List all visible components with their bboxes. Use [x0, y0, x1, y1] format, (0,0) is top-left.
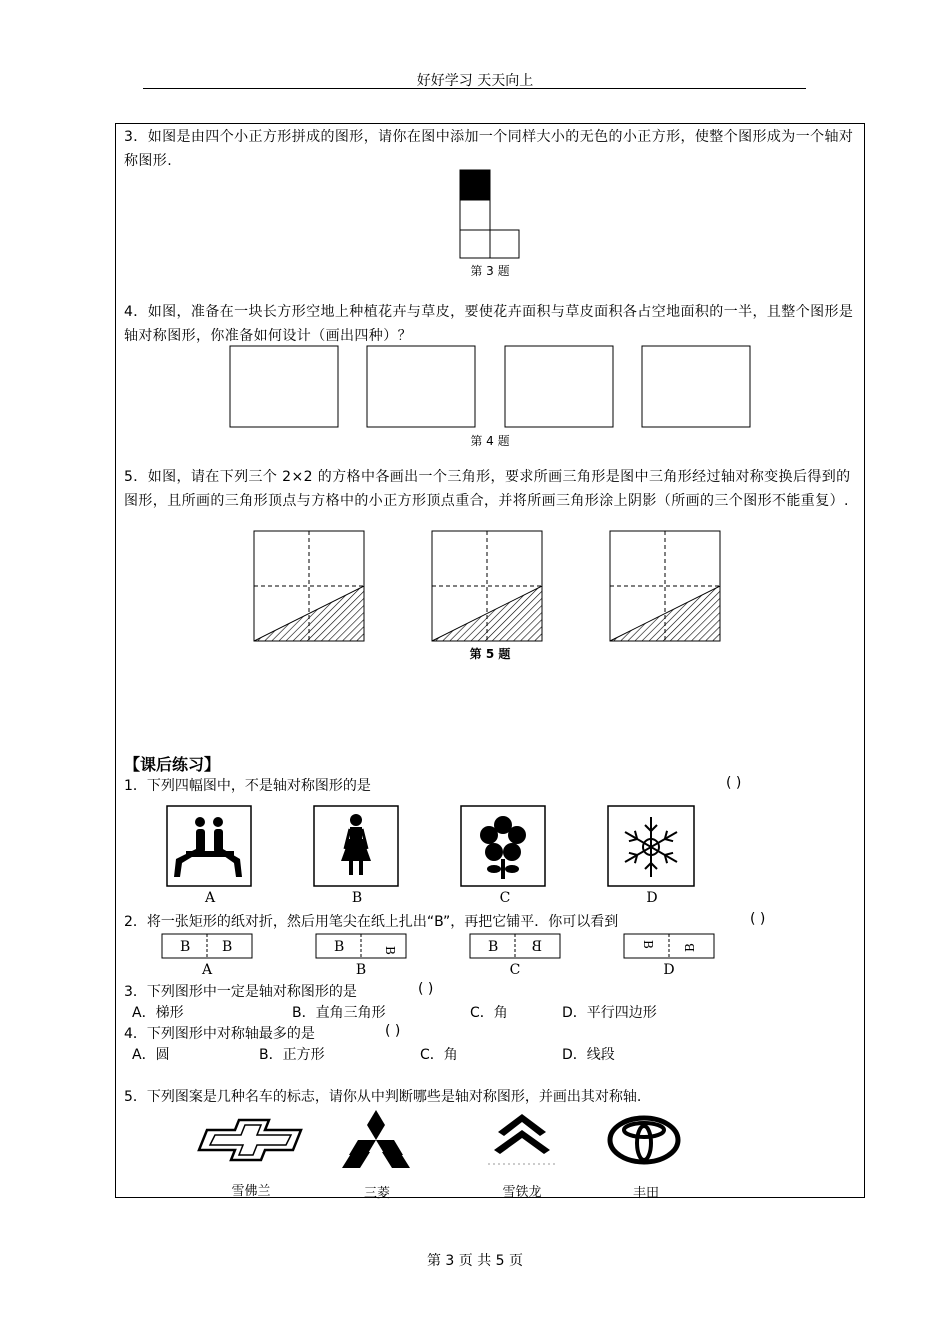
- p4-option-a: A．圆: [132, 1047, 170, 1063]
- p4-text: 4．下列图形中对称轴最多的是: [124, 1026, 315, 1042]
- p1-text: 1．下列四幅图中，不是轴对称图形的是: [124, 778, 371, 794]
- p4-option-d: D．线段: [562, 1047, 615, 1063]
- q5-grids: [250, 528, 730, 644]
- logo-label-chevrolet: 雪佛兰: [231, 1184, 271, 1199]
- p2-figures: [160, 932, 720, 962]
- p2-c-right: B: [531, 939, 542, 955]
- p5-text: 5．下列图案是几种名车的标志，请你从中判断哪些是轴对称图形，并画出其对称轴.: [124, 1089, 642, 1105]
- q4-text: 4．如图，准备在一块长方形空地上种植花卉与草皮，要使花卉面积与草皮面积各占空地面积的一半，且整个图形是轴对称图形，你准备如何设计（画出四种）？: [124, 304, 854, 344]
- p2-a-right: B: [222, 939, 233, 955]
- logo-label-mitsubishi: 三菱: [363, 1186, 390, 1201]
- exercise-heading: 【课后练习】: [124, 755, 221, 774]
- p2-c-left: B: [488, 939, 499, 955]
- q4-caption: 第 4 题: [470, 434, 510, 448]
- p2-bracket: ( ): [750, 911, 766, 927]
- q5-caption: 第 5 题: [469, 647, 511, 661]
- p1-figure-b: [313, 805, 401, 889]
- citroen-logo: [482, 1110, 564, 1172]
- header-rule: [143, 88, 806, 89]
- p2-d-right: B: [683, 943, 697, 952]
- p1-label-c: C: [499, 890, 511, 906]
- q3-caption: 第 3 题: [470, 264, 510, 278]
- p1-figure-a: [166, 805, 254, 889]
- p2-a-left: B: [180, 939, 191, 955]
- p2-label-d: D: [663, 962, 675, 978]
- p4-option-c: C．角: [420, 1047, 458, 1063]
- q5-grid-3: [610, 531, 720, 641]
- q5-text: 5．如图，请在下列三个 2×2 的方格中各画出一个三角形，要求所画三角形是图中三角形经过轴对称变换后得到的图形，且所画的三角形顶点与方格中的小正方形顶点重合，并将所画三角形涂上阴影（所画的三个图形不能重复）.: [124, 469, 851, 509]
- p2-b-left: B: [334, 939, 345, 955]
- q3-text: 3．如图是由四个小正方形拼成的图形，请你在图中添加一个同样大小的无色的小正方形，使整个图形成为一个轴对称图形.: [124, 129, 854, 169]
- p1-figure-c: [460, 805, 548, 889]
- p2-d-left: B: [641, 940, 655, 949]
- q5-grid-2: [432, 531, 542, 641]
- p1-figure-d: [607, 805, 697, 889]
- p2-b-right: B: [383, 946, 397, 955]
- p4-bracket: ( ): [385, 1023, 401, 1039]
- p3-option-c: C．角: [470, 1005, 508, 1021]
- p2-label-b: B: [355, 962, 367, 978]
- p3-bracket: ( ): [418, 981, 434, 997]
- page-footer: 第 3 页 共 5 页: [426, 1253, 524, 1269]
- chevrolet-logo: [195, 1112, 310, 1168]
- p4-option-b: B．正方形: [259, 1047, 325, 1063]
- q5-grid-1: [254, 531, 364, 641]
- toyota-logo: [606, 1115, 682, 1165]
- p2-text: 2．将一张矩形的纸对折，然后用笔尖在纸上扎出“B”，再把它铺平．你可以看到: [124, 914, 619, 930]
- logo-label-citroen: 雪铁龙: [502, 1185, 542, 1200]
- mitsubishi-logo: [340, 1108, 412, 1170]
- p1-label-b: B: [351, 890, 363, 906]
- q4-rectangles: [228, 344, 754, 430]
- page-header: 好好学习 天天向上: [416, 73, 534, 89]
- p2-label-c: C: [509, 962, 521, 978]
- p3-option-b: B．直角三角形: [292, 1005, 386, 1021]
- p1-label-a: A: [204, 890, 216, 906]
- p3-option-a: A．梯形: [132, 1005, 184, 1021]
- p1-bracket: ( ): [726, 775, 742, 791]
- p2-label-a: A: [201, 962, 213, 978]
- q3-figure: [455, 168, 525, 260]
- logo-label-toyota: 丰田: [632, 1186, 659, 1201]
- p1-label-d: D: [646, 890, 658, 906]
- p3-option-d: D．平行四边形: [562, 1005, 657, 1021]
- p3-text: 3．下列图形中一定是轴对称图形的是: [124, 984, 357, 1000]
